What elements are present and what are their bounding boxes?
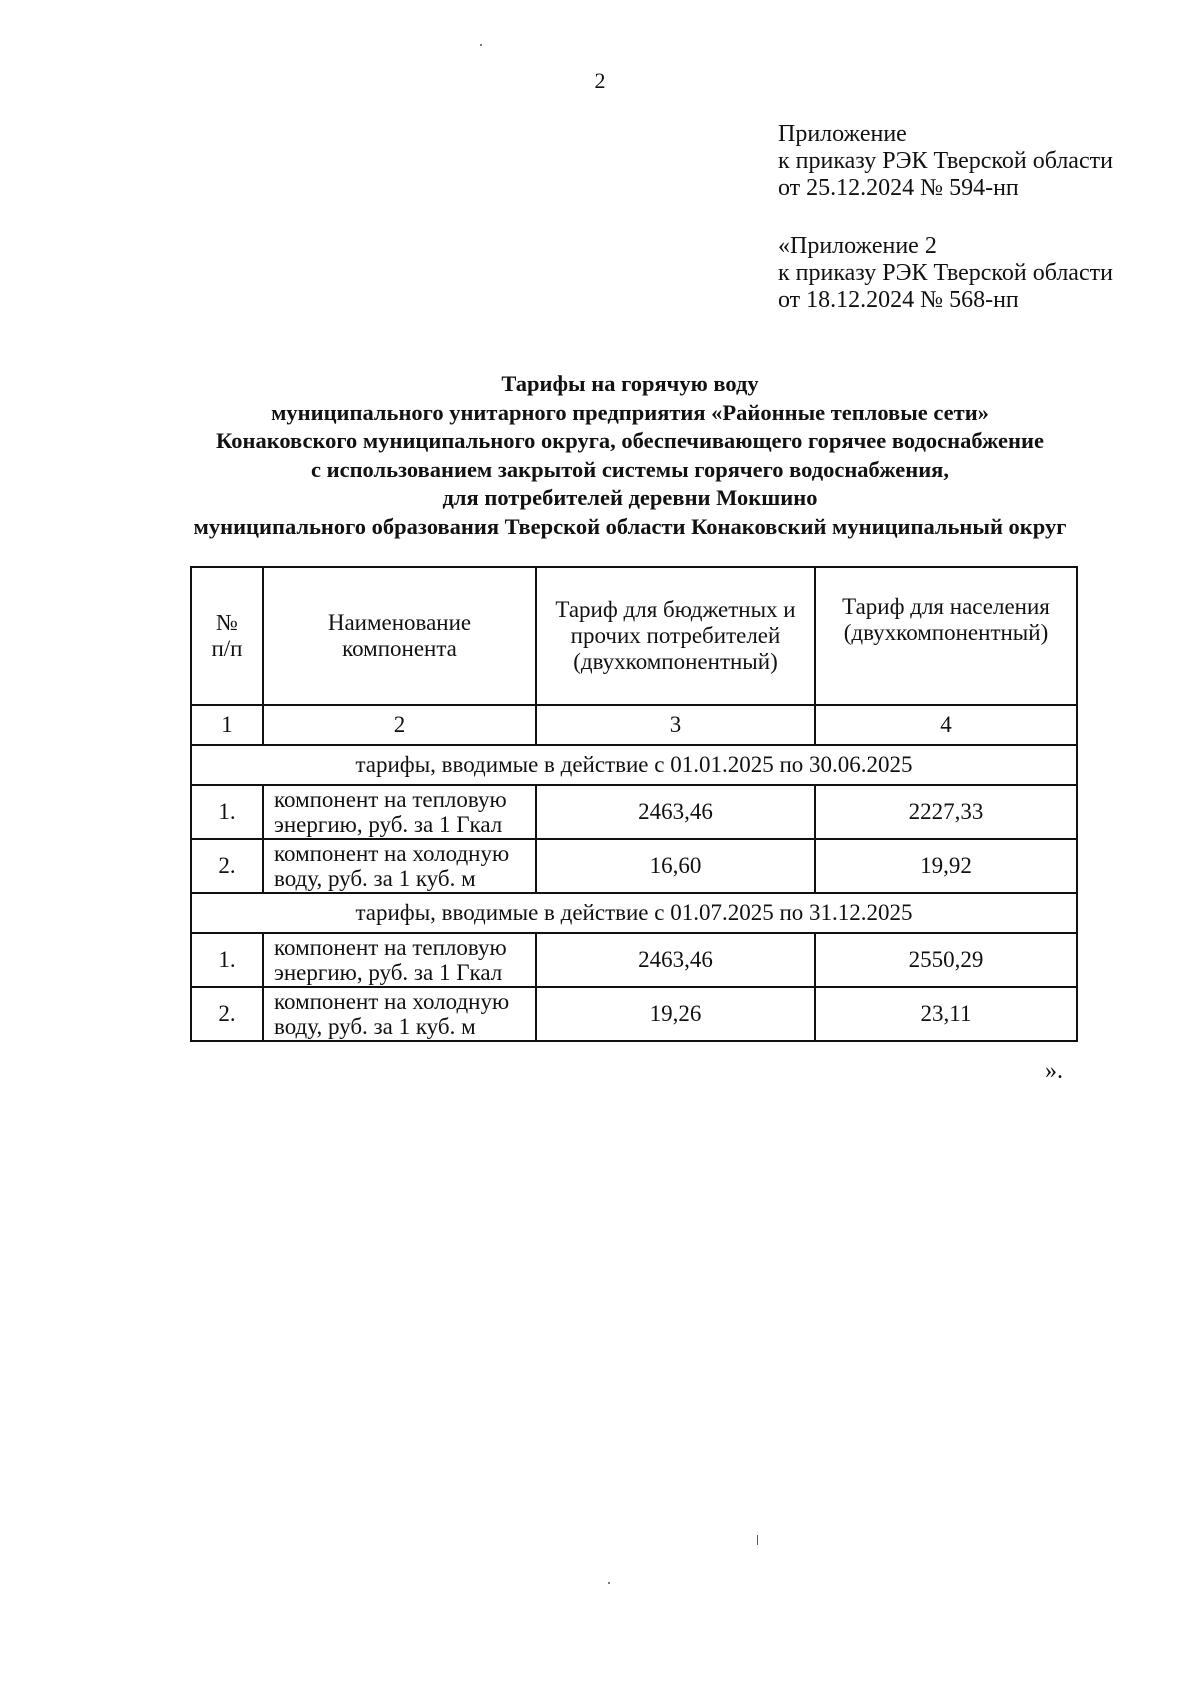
appendix-line: Приложение [778,121,907,147]
scan-speck [757,1535,758,1545]
period-label: тарифы, вводимые в действие с 01.07.2025 по 31.12.2025 [191,893,1077,933]
component-name-line: энергию, руб. за 1 Гкал [274,960,503,985]
scan-speck [480,44,482,46]
period-row [191,893,1077,933]
component-name [263,785,536,839]
component-name-line: компонент на тепловую [274,787,507,812]
header-text: Тариф для бюджетных и [555,597,796,622]
component-name [263,839,536,893]
closing-quote-mark: ». [1045,1058,1063,1084]
appendix-reference-current [778,121,1113,202]
header-text: (двухкомпонентный) [573,649,778,674]
title-line: для потребителей деревни Мокшино [442,485,818,511]
budget-tariff-value: 16,60 [536,839,815,893]
row-number: 1. [191,785,263,839]
title-line: муниципального унитарного предприятия «Районные тепловые сети» [271,399,989,425]
title-line: Тарифы на горячую воду [501,371,759,396]
period-row [191,745,1077,785]
header-text: п/п [211,636,243,661]
population-tariff-value: 19,92 [815,839,1077,893]
title-line: Конаковского муниципального округа, обеспечивающего горячее водоснабжение [216,428,1044,454]
population-tariff-value: 2550,29 [815,933,1077,987]
budget-tariff-value: 19,26 [536,987,815,1041]
header-number [191,567,263,705]
table-row [191,933,1077,987]
budget-tariff-value: 2463,46 [536,933,815,987]
component-name-line: воду, руб. за 1 куб. м [274,866,476,891]
header-component-name [263,567,536,705]
budget-tariff-value: 2463,46 [536,785,815,839]
tariff-table [190,566,1078,1042]
row-number: 2. [191,839,263,893]
column-number: 4 [815,705,1077,745]
component-name-line: компонент на тепловую [274,935,507,960]
appendix-reference-original [778,233,1113,314]
component-name [263,933,536,987]
table-row [191,785,1077,839]
header-text: прочих потребителей [570,623,781,648]
appendix-line: к приказу РЭК Тверской области [778,148,1113,174]
scan-speck [608,1582,610,1584]
title-line: с использованием закрытой системы горячего водоснабжения, [311,456,949,482]
header-budget-tariff [536,567,815,705]
header-text: Тариф для населения [842,594,1050,619]
table-row [191,839,1077,893]
row-number: 1. [191,933,263,987]
row-number: 2. [191,987,263,1041]
page-number: 2 [594,68,606,93]
header-text: № [216,610,238,635]
component-name-line: воду, руб. за 1 куб. м [274,1014,476,1039]
title-line: муниципального образования Тверской области Конаковский муниципальный округ [193,513,1067,539]
header-text: (двухкомпонентный) [843,620,1049,645]
population-tariff-value: 2227,33 [815,785,1077,839]
table-header-row [191,567,1077,705]
appendix-line: к приказу РЭК Тверской области [778,260,1113,286]
document-title [0,370,1200,542]
appendix-line: «Приложение 2 [778,233,937,259]
component-name-line: компонент на холодную [274,841,510,866]
header-text: компонента [342,636,457,661]
header-population-tariff [815,567,1077,705]
period-label: тарифы, вводимые в действие с 01.01.2025 по 30.06.2025 [191,745,1077,785]
component-name-line: компонент на холодную [274,989,510,1014]
component-name-line: энергию, руб. за 1 Гкал [274,812,503,837]
component-name [263,987,536,1041]
appendix-line: от 25.12.2024 № 594-нп [778,175,1019,201]
header-text: Наименование [327,610,472,635]
column-number: 1 [191,705,263,745]
column-number: 2 [263,705,536,745]
column-number-row [191,705,1077,745]
table-row [191,987,1077,1041]
column-number: 3 [536,705,815,745]
population-tariff-value: 23,11 [815,987,1077,1041]
appendix-line: от 18.12.2024 № 568-нп [778,287,1019,313]
